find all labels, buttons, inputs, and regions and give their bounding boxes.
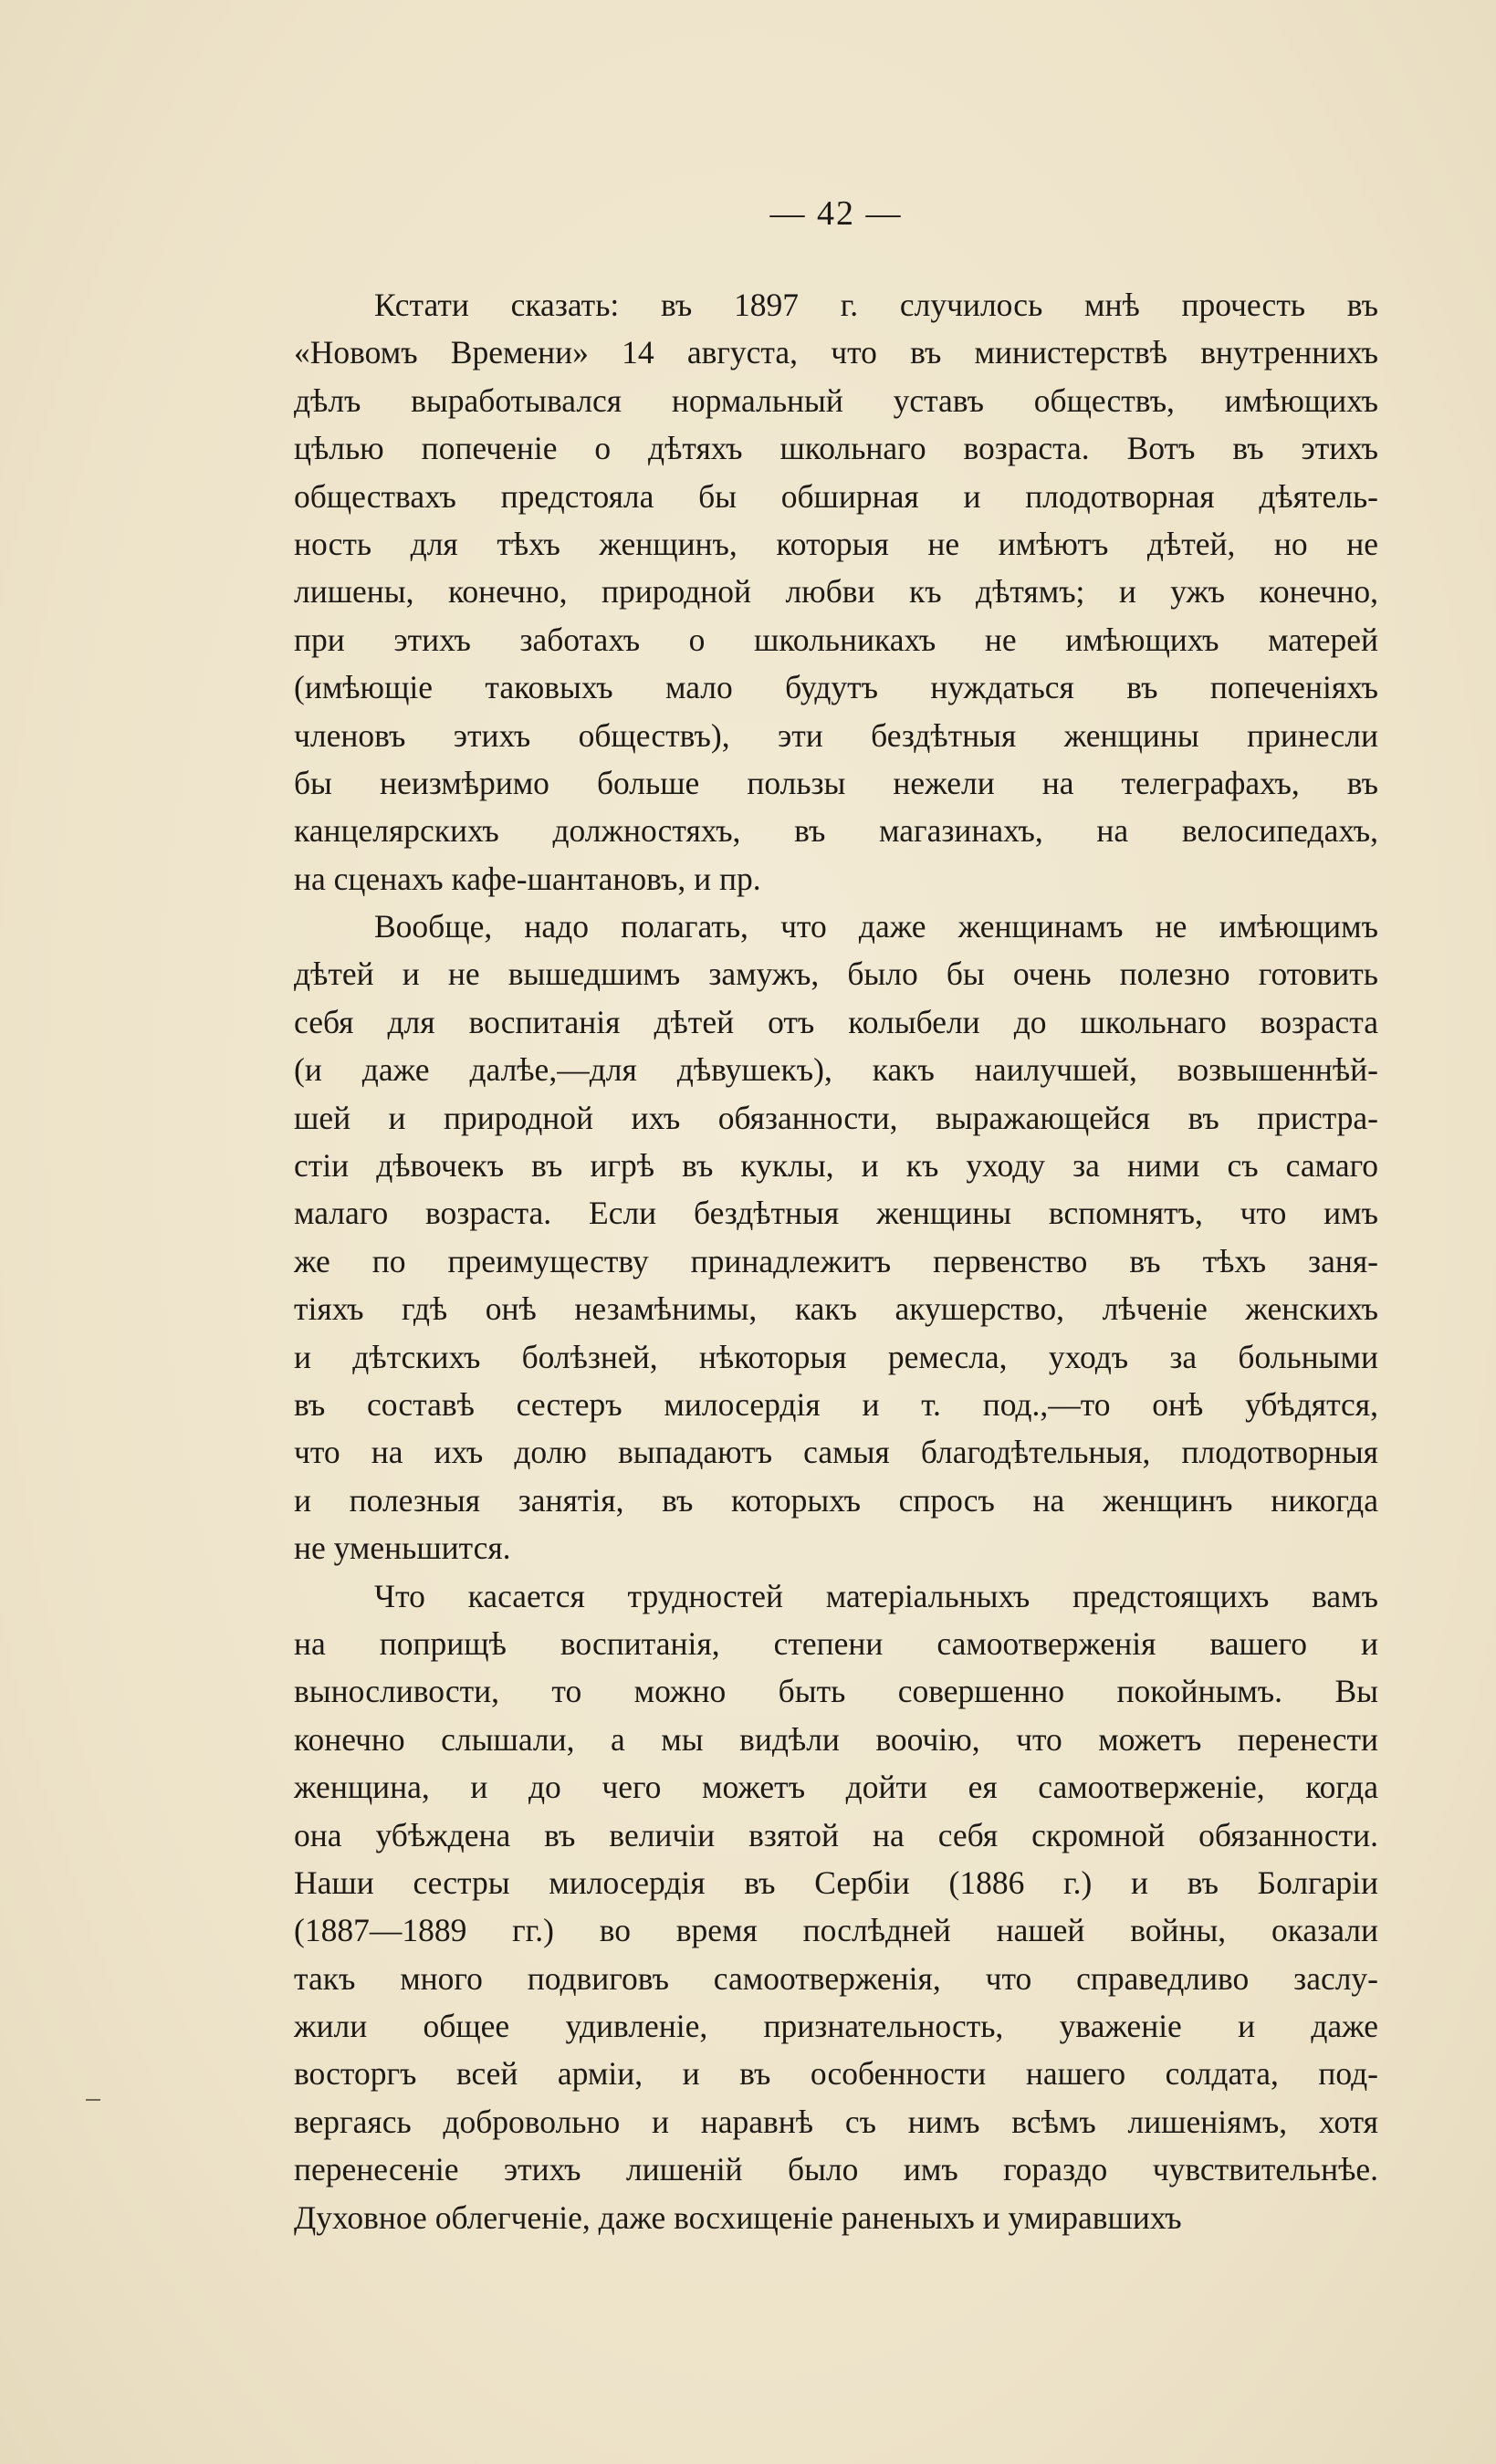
- text-line: же по преимуществу принадлежитъ первенство въ тѣхъ заня-: [294, 1242, 1378, 1279]
- text-line: на сценахъ кафе-шантановъ, и пр.: [294, 860, 761, 897]
- text-line: вергаясь добровольно и наравнѣ съ нимъ всѣмъ лишеніямъ, хотя: [294, 2103, 1378, 2140]
- text-line: перенесеніе этихъ лишеній было имъ гораздо чувствительнѣе.: [294, 2151, 1378, 2188]
- page-text: [294, 195, 1378, 2241]
- margin-mark: [86, 2099, 100, 2101]
- paragraph: [294, 903, 1378, 1571]
- text-line: «Новомъ Времени» 14 августа, что въ министерствѣ внутреннихъ: [294, 334, 1378, 371]
- text-line: малаго возраста. Если бездѣтныя женщины вспомнятъ, что имъ: [294, 1195, 1378, 1232]
- text-line: на поприщѣ воспитанія, степени самоотверженія вашего и: [294, 1624, 1378, 1662]
- text-line: такъ много подвиговъ самоотверженія, что справедливо заслу-: [294, 1959, 1378, 1997]
- text-line: обществахъ предстояла бы обширная и плодотворная дѣятель-: [294, 477, 1378, 515]
- text-line: канцелярскихъ должностяхъ, въ магазинахъ, на велосипедахъ,: [294, 812, 1378, 850]
- text-line: что на ихъ долю выпадаютъ самыя благодѣтельныя, плодотворныя: [294, 1434, 1378, 1471]
- text-line: себя для воспитанія дѣтей отъ колыбели до школьнаго возраста: [294, 1003, 1378, 1040]
- page-number: — 42 —: [769, 194, 903, 233]
- text-line: Вообще, надо полагать, что даже женщинамъ не имѣющимъ: [374, 908, 1378, 945]
- text-line: Что касается трудностей матеріальныхъ предстоящихъ вамъ: [374, 1577, 1378, 1614]
- text-line: (и даже далѣе,—для дѣвушекъ), какъ наилучшей, возвышеннѣй-: [294, 1051, 1378, 1089]
- text-line: (1887—1889 гг.) во время послѣдней нашей войны, оказали: [294, 1912, 1378, 1949]
- text-line: и дѣтскихъ болѣзней, нѣкоторыя ремесла, уходъ за больными: [294, 1338, 1378, 1375]
- text-line: шей и природной ихъ обязанности, выражающейся въ пристра-: [294, 1099, 1378, 1136]
- text-line: конечно слышали, а мы видѣли воочію, что можетъ перенести: [294, 1720, 1378, 1758]
- text-line: жили общее удивленіе, признательность, уваженіе и даже: [294, 2008, 1378, 2045]
- text-line: она убѣждена въ величіи взятой на себя скромной обязанности.: [294, 1816, 1378, 1853]
- paragraphs: [294, 281, 1378, 2241]
- text-line: членовъ этихъ обществъ), эти бездѣтныя женщины принесли: [294, 716, 1378, 754]
- text-line: въ составѣ сестеръ милосердія и т. под.,—то онѣ убѣдятся,: [294, 1385, 1378, 1423]
- text-line: лишены, конечно, природной любви къ дѣтямъ; и ужъ конечно,: [294, 573, 1378, 611]
- paragraph: [294, 281, 1378, 903]
- text-line: бы неизмѣримо больше пользы нежели на телеграфахъ, въ: [294, 764, 1378, 801]
- text-line: выносливости, то можно быть совершенно покойнымъ. Вы: [294, 1673, 1378, 1710]
- text-line: Духовное облегченіе, даже восхищеніе раненыхъ и умиравшихъ: [294, 2198, 1182, 2236]
- text-line: и полезныя занятія, въ которыхъ спросъ на женщинъ никогда: [294, 1481, 1378, 1519]
- text-line: (имѣющіе таковыхъ мало будутъ нуждаться въ попеченіяхъ: [294, 669, 1378, 706]
- text-line: тіяхъ гдѣ онѣ незамѣнимы, какъ акушерство, лѣченіе женскихъ: [294, 1290, 1378, 1328]
- text-line: не уменьшится.: [294, 1530, 511, 1567]
- text-line: при этихъ заботахъ о школьникахъ не имѣющихъ матерей: [294, 621, 1378, 658]
- text-line: Наши сестры милосердія въ Сербіи (1886 г.) и въ Болгаріи: [294, 1864, 1378, 1901]
- text-line: восторгъ всей арміи, и въ особенности нашего солдата, под-: [294, 2055, 1378, 2093]
- text-line: дѣлъ выработывался нормальный уставъ обществъ, имѣющихъ: [294, 381, 1378, 419]
- text-line: Кстати сказать: въ 1897 г. случилось мнѣ прочесть въ: [374, 287, 1378, 323]
- text-line: стіи дѣвочекъ въ игрѣ въ куклы, и къ уходу за ними съ самаго: [294, 1147, 1378, 1185]
- text-line: цѣлью попеченіе о дѣтяхъ школьнаго возраста. Вотъ въ этихъ: [294, 430, 1378, 467]
- text-line: дѣтей и не вышедшимъ замужъ, было бы очень полезно готовить: [294, 955, 1378, 993]
- text-line: женщина, и до чего можетъ дойти ея самоотверженіе, когда: [294, 1769, 1378, 1806]
- text-line: ность для тѣхъ женщинъ, которыя не имѣютъ дѣтей, но не: [294, 525, 1378, 562]
- paragraph: [294, 1572, 1378, 2241]
